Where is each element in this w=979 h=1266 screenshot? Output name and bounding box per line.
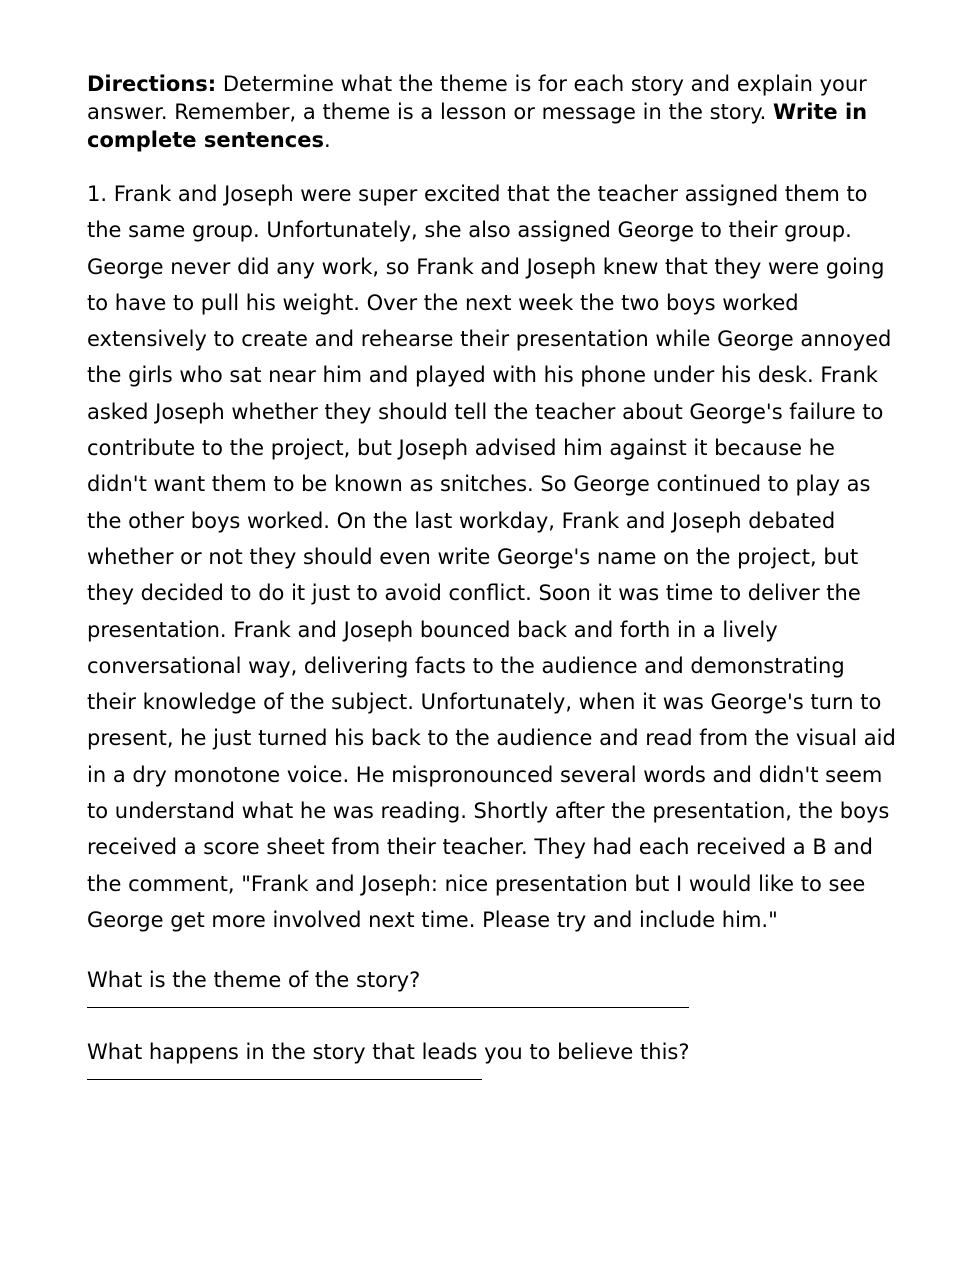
answer-line-evidence[interactable] <box>87 1079 482 1080</box>
directions-emphasis: Write in complete sentences <box>87 100 868 152</box>
worksheet-page <box>87 70 897 1080</box>
story-paragraph: 1. Frank and Joseph were super excited that the teacher assigned them to the same group. Unfortunately, she also assigned George to their group. George never did any work, so Frank and Joseph knew that they were going to have to pull his weight. Over the next week the two boys worked extensively to create and rehearse their presentation while George annoyed the girls who sat near him and played with his phone under his desk. Frank asked Joseph whether they should tell the teacher about George's failure to contribute to the project, but Joseph advised him against it because he didn't want them to be known as snitches. So George continued to play as the other boys worked. On the last workday, Frank and Joseph debated whether or not they should even write George's name on the project, but they decided to do it just to avoid conflict. Soon it was time to deliver the presentation. Frank and Joseph bounced back and forth in a lively conversational way, delivering facts to the audience and demonstrating their knowledge of the subject. Unfortunately, when it was George's turn to present, he just turned his back to the audience and read from the visual aid in a dry monotone voice. He mispronounced several words and didn't seem to understand what he was reading. Shortly after the presentation, the boys received a score sheet from their teacher. They had each received a B and the comment, "Frank and Joseph: nice presentation but I would like to see George get more involved next time. Please try and include him." <box>87 182 896 932</box>
question-evidence: What happens in the story that leads you to believe this? <box>87 1040 690 1065</box>
directions-paragraph <box>87 70 897 154</box>
directions-text: Determine what the theme is for each story and explain your answer. Remember, a theme is a lesson or message in the story. <box>87 72 867 124</box>
answer-line-theme[interactable] <box>87 1007 689 1008</box>
directions-end: . <box>323 128 331 152</box>
question-theme: What is the theme of the story? <box>87 968 421 993</box>
directions-label: Directions: <box>87 72 217 96</box>
